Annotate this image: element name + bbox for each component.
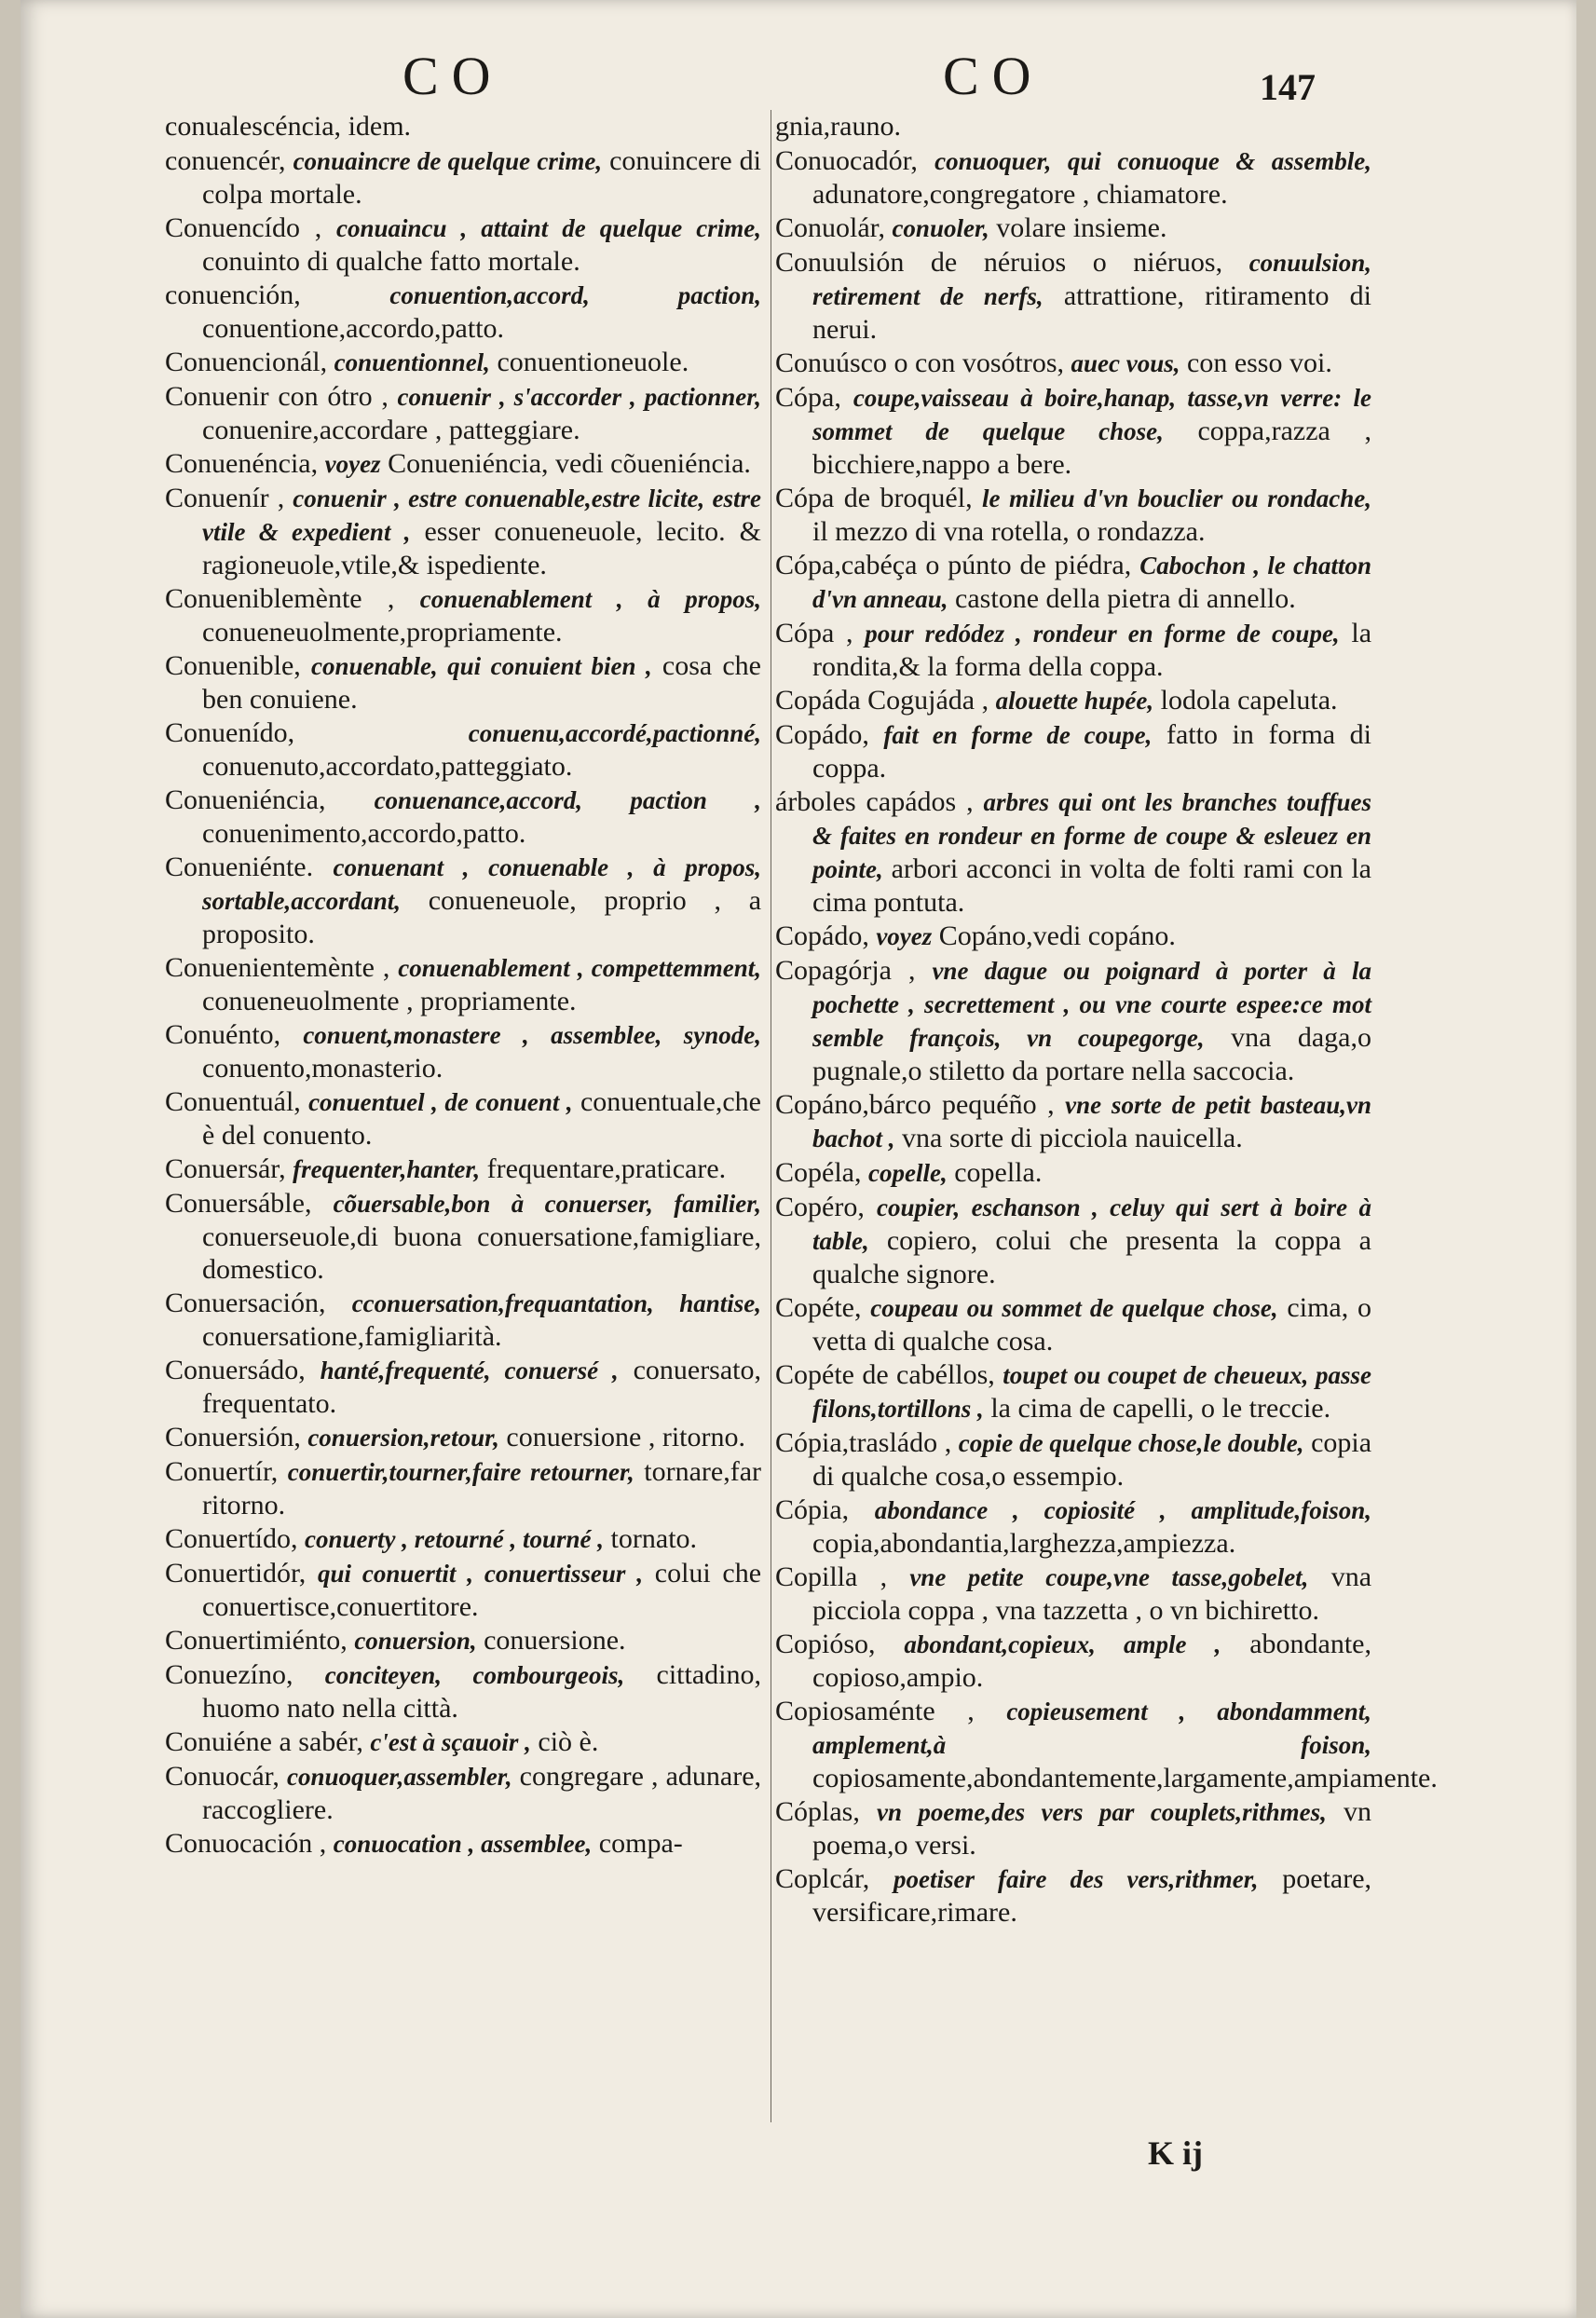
french-gloss: auec vous,: [1071, 349, 1180, 377]
italian-gloss: cosa che ben conuiene.: [202, 650, 761, 715]
dictionary-entry: [165, 1827, 761, 1861]
italian-gloss: copia di qualche cosa,o essempio.: [812, 1427, 1372, 1492]
signature-mark: K ij: [1148, 2134, 1203, 2172]
french-gloss: conuenir , s'accorder , pactionner,: [397, 383, 761, 411]
italian-gloss: cittadino, huomo nato nella città.: [202, 1659, 762, 1724]
headword: Copéro,: [775, 1192, 865, 1222]
dictionary-entry: [165, 1152, 761, 1186]
french-gloss: hanté,frequenté, conuersé ,: [320, 1357, 619, 1384]
french-gloss: conuoler,: [892, 214, 989, 242]
italian-gloss: attrattione, ritiramento di nerui.: [812, 280, 1372, 345]
headword: Conueniblemènte ,: [165, 583, 395, 614]
headword: Conuenir con ótro ,: [165, 381, 389, 412]
french-gloss: conuocation , assemblee,: [333, 1830, 593, 1858]
italian-gloss: il mezzo di vna rotella, o rondazza.: [812, 516, 1206, 547]
italian-gloss: coppa,razza , bicchiere,nappo a bere.: [812, 416, 1371, 480]
dictionary-entry: [775, 1628, 1371, 1694]
italian-gloss: cima, o vetta di qualche cosa.: [812, 1292, 1371, 1357]
dictionary-entry: [775, 144, 1371, 211]
dictionary-entry: [165, 582, 761, 648]
french-gloss: voyez: [324, 450, 381, 478]
headword: Copióso,: [775, 1629, 876, 1659]
headword: conuención,: [165, 280, 301, 310]
italian-gloss: vna picciola coppa , vna tazzetta , o vn bichiretto.: [812, 1561, 1372, 1626]
italian-gloss: conuentuale,che è del conuento.: [202, 1086, 761, 1151]
headword: Copádo,: [775, 719, 869, 750]
headword: Copéte de cabéllos,: [775, 1359, 995, 1390]
french-gloss: le milieu d'vn bouclier ou rondache,: [982, 484, 1372, 512]
dictionary-entry: [165, 1522, 761, 1556]
dictionary-entry: [775, 1358, 1371, 1425]
italian-gloss: Copáno,vedi copáno.: [938, 920, 1176, 951]
headword: Conuentuál,: [165, 1086, 301, 1117]
italian-gloss: conuersione , ritorno.: [506, 1422, 745, 1452]
french-gloss: conuenable, qui conuient bien ,: [310, 652, 652, 680]
french-gloss: cconuersation,frequantation, hantise,: [351, 1289, 761, 1317]
headword: Conuulsión de néruios o niéruos,: [775, 247, 1223, 278]
dictionary-entry: [775, 1291, 1371, 1357]
italian-gloss: vn poema,o versi.: [812, 1796, 1371, 1861]
italian-gloss: conuincere di colpa mortale.: [202, 145, 762, 210]
headword: Copáno,bárco pequéño ,: [775, 1089, 1055, 1120]
italian-gloss: conueneuolmente,propriamente.: [202, 617, 563, 648]
dictionary-entry: [775, 684, 1371, 717]
italian-gloss: adunatore,congregatore , chiamatore.: [812, 179, 1228, 210]
french-gloss: coupeau ou sommet de quelque chose,: [870, 1294, 1278, 1322]
italian-gloss: ciò è.: [538, 1726, 599, 1757]
dictionary-entry: [165, 1018, 761, 1084]
italian-gloss: idem.: [348, 111, 412, 142]
dictionary-entry: [775, 920, 1371, 953]
headword: Conuertimiénto,: [165, 1625, 348, 1656]
dictionary-entry: [165, 1187, 761, 1286]
dictionary-entry: [165, 380, 761, 446]
italian-gloss: con esso voi.: [1187, 348, 1332, 378]
italian-gloss: conuentione,accordo,patto.: [202, 313, 505, 344]
italian-gloss: compa-: [598, 1828, 683, 1859]
french-gloss: conuoquer,assembler,: [287, 1763, 512, 1791]
french-gloss: conuoquer, qui conuoque & assemble,: [934, 147, 1371, 175]
headword: Conuocadór,: [775, 145, 918, 176]
headword: Conuertidór,: [165, 1558, 307, 1589]
headword: Conueniénte.: [165, 852, 314, 882]
italian-gloss: congregare , adunare, raccogliere.: [202, 1761, 762, 1825]
italian-gloss: conueneuolmente , propriamente.: [202, 986, 577, 1016]
french-gloss: conuersion,: [354, 1627, 477, 1655]
french-gloss: conuaincu , attaint de quelque crime,: [335, 214, 761, 242]
headword: Copiosaménte ,: [775, 1696, 975, 1726]
dictionary-entry: [165, 1287, 761, 1353]
dictionary-entry: [165, 1658, 761, 1725]
headword: Conuúsco o con vosótros,: [775, 348, 1064, 378]
italian-gloss: castone della pietra di annello.: [955, 583, 1296, 614]
french-gloss: conuenant , conuenable , à propos, sortable,accordant,: [202, 853, 761, 915]
headword: Conuenéncia,: [165, 448, 319, 479]
italian-gloss: vna daga,o pugnale,o stiletto da portare nella saccocia.: [812, 1022, 1371, 1086]
dictionary-entry: [165, 1624, 761, 1657]
right-column: [775, 110, 1438, 1929]
italian-gloss: lodola capeluta.: [1160, 685, 1338, 716]
headword: Cópa de broquél,: [775, 483, 973, 513]
french-gloss: conuenu,accordé,pactionné,: [468, 719, 761, 747]
italian-gloss: copia,abondantia,larghezza,ampiezza.: [812, 1528, 1236, 1559]
french-gloss: pour redódez , rondeur en forme de coupe,: [865, 620, 1340, 648]
french-gloss: conuenablement , compettemment,: [398, 954, 761, 982]
italian-gloss: abondante, copioso,ampio.: [812, 1629, 1371, 1693]
dictionary-entry: [775, 1426, 1371, 1493]
dictionary-entry: [775, 1493, 1371, 1560]
french-gloss: conuention,accord, paction,: [389, 281, 762, 309]
french-gloss: conuersion,retour,: [307, 1424, 499, 1452]
dictionary-entry: [165, 482, 761, 581]
french-gloss: coupier, eschanson , celuy qui sert à boire à table,: [812, 1193, 1372, 1255]
italian-gloss: poetare, versificare,rimare.: [812, 1863, 1372, 1928]
dictionary-entry: [775, 1156, 1371, 1190]
italian-gloss: copella.: [954, 1157, 1043, 1188]
headword: Conuenído,: [165, 717, 295, 748]
headword: Conuertído,: [165, 1523, 298, 1554]
dictionary-entry: [775, 954, 1371, 1087]
french-gloss: c'est à sçauoir ,: [370, 1728, 531, 1756]
dictionary-entry: [165, 144, 761, 211]
headword: Conuiéne a sabér,: [165, 1726, 363, 1757]
left-column: [165, 110, 761, 1861]
dictionary-entry: [165, 1421, 761, 1454]
french-gloss: fait en forme de coupe,: [883, 721, 1153, 749]
italian-gloss: conuenimento,accordo,patto.: [202, 818, 526, 849]
french-gloss: vn poeme,des vers par couplets,rithmes,: [877, 1798, 1327, 1826]
dictionary-entry: [165, 649, 761, 716]
dictionary-entry: [165, 1455, 761, 1521]
french-gloss: qui conuertit , conuertisseur ,: [317, 1560, 644, 1588]
italian-gloss: copiero, colui che presenta la coppa a qualche signore.: [812, 1225, 1371, 1289]
italian-gloss: arbori acconci in volta de folti rami con la cima pontuta.: [812, 853, 1371, 918]
dictionary-entry: [775, 482, 1371, 548]
french-gloss: Cabochon , le chatton d'vn anneau,: [812, 552, 1372, 613]
italian-gloss: conuento,monasterio.: [202, 1053, 443, 1084]
dictionary-entry: [775, 549, 1371, 616]
french-gloss: conuertir,tourner,faire retourner,: [287, 1458, 634, 1486]
headword: Cópa,cabéça o púnto de piédra,: [775, 550, 1132, 580]
headword: Cóplas,: [775, 1796, 860, 1827]
italian-gloss: la cima de capelli, o le treccie.: [990, 1393, 1331, 1424]
headword: Cópa,: [775, 382, 841, 413]
dictionary-entry: [165, 1354, 761, 1420]
italian-gloss: frequentare,praticare.: [486, 1153, 727, 1184]
french-gloss: vne sorte de petit basteau,vn bachot ,: [812, 1091, 1372, 1152]
french-gloss: voyez: [876, 922, 933, 950]
french-gloss: vne dague ou poignard à porter à la pochette , secrettement , ou vne courte espee:ce mot semble françois, vn coupegorge,: [812, 957, 1372, 1052]
headword: Conuénto,: [165, 1019, 281, 1050]
headword: Conuocación ,: [165, 1828, 327, 1859]
dictionary-entry: [165, 1725, 761, 1759]
dictionary-entry: [775, 1088, 1371, 1155]
french-gloss: conuenir , estre conuenable,estre licite, estre vtile & expedient ,: [202, 484, 762, 546]
french-gloss: conuentionnel,: [334, 348, 490, 376]
french-gloss: copelle,: [867, 1159, 948, 1187]
italian-gloss: conuinto di qualche fatto mortale.: [202, 246, 580, 277]
headword: Conuersación,: [165, 1288, 326, 1318]
italian-gloss: Conueniéncia, vedi cõueniéncia.: [388, 448, 751, 479]
headword: conualescéncia,: [165, 111, 342, 142]
italian-gloss: conuersione.: [484, 1625, 626, 1656]
running-header: [20, 45, 1576, 110]
italian-gloss: conuenuto,accordato,patteggiato.: [202, 751, 573, 782]
dictionary-entry: [165, 951, 761, 1017]
italian-gloss: conuersato, frequentato.: [202, 1355, 762, 1419]
dictionary-entry: [775, 617, 1371, 683]
french-gloss: abondant,copieux, ample ,: [904, 1630, 1221, 1658]
french-gloss: conuentuel , de conuent ,: [308, 1088, 573, 1116]
french-gloss: copieusement , abondamment, amplement,à foison,: [812, 1698, 1372, 1759]
french-gloss: conuaincre de quelque crime,: [293, 147, 603, 175]
headword: Conuersár,: [165, 1153, 286, 1184]
headword: gnia,rauno.: [775, 111, 901, 142]
italian-gloss: tornare,far ritorno.: [202, 1456, 762, 1520]
headword: Cópia,: [775, 1494, 850, 1525]
header-left: CO: [402, 46, 504, 106]
headword: Copádo,: [775, 920, 869, 951]
dictionary-entry: [165, 110, 761, 143]
french-gloss: conuenablement , à propos,: [419, 585, 761, 613]
french-gloss: abondance , copiosité , amplitude,foison,: [874, 1496, 1371, 1524]
headword: Conuolár,: [775, 212, 885, 243]
italian-gloss: colui che conuertisce,conuertitore.: [202, 1558, 762, 1622]
french-gloss: conuulsion, retirement de nerfs,: [812, 249, 1371, 310]
headword: Conuersádo,: [165, 1355, 306, 1385]
headword: Copéla,: [775, 1157, 862, 1188]
french-gloss: alouette hupée,: [995, 687, 1154, 715]
italian-gloss: esser conueneuole, lecito. & ragioneuole,vtile,& ispediente.: [202, 516, 761, 580]
french-gloss: copie de quelque chose,le double,: [958, 1429, 1304, 1457]
dictionary-entry: [165, 447, 761, 481]
headword: árboles capádos ,: [775, 786, 974, 817]
headword: Conuersáble,: [165, 1188, 312, 1219]
italian-gloss: conuenire,accordare , patteggiare.: [202, 415, 580, 445]
headword: Conueniéncia,: [165, 784, 326, 815]
dictionary-entry: [775, 347, 1371, 380]
page-number: 147: [1260, 66, 1316, 108]
italian-gloss: vna sorte di picciola nauicella.: [902, 1123, 1243, 1153]
dictionary-entry: [775, 381, 1371, 481]
dictionary-entry: [165, 279, 761, 345]
dictionary-entry: [775, 718, 1371, 784]
italian-gloss: conuersatione,famigliarità.: [202, 1321, 502, 1352]
headword: Copagórja ,: [775, 955, 916, 986]
headword: Conuersión,: [165, 1422, 301, 1452]
headword: Conuencionál,: [165, 347, 328, 377]
dictionary-entry: [165, 1085, 761, 1152]
italian-gloss: volare insieme.: [996, 212, 1167, 243]
headword: Conuenible,: [165, 650, 301, 681]
dictionary-entry: [775, 110, 1371, 143]
french-gloss: frequenter,hanter,: [293, 1155, 481, 1183]
italian-gloss: copiosamente,abondantemente,largamente,ampiamente.: [812, 1763, 1438, 1793]
french-gloss: coupe,vaisseau à boire,hanap, tasse,vn verre: le sommet de quelque chose,: [812, 384, 1372, 445]
dictionary-entry: [165, 211, 761, 278]
dictionary-entry: [165, 1760, 761, 1826]
headword: Conuenír ,: [165, 483, 285, 513]
headword: Conuezíno,: [165, 1659, 293, 1690]
headword: Conuencído ,: [165, 212, 322, 243]
headword: Copéte,: [775, 1292, 862, 1323]
french-gloss: conciteyen, combourgeois,: [324, 1661, 625, 1689]
french-gloss: arbres qui ont les branches touffues & faites en rondeur en forme de coupe & esleuez en pointe,: [812, 788, 1371, 883]
french-gloss: toupet ou coupet de cheueux, passe filons,tortillons ,: [812, 1361, 1371, 1423]
headword: Cópia,trasládo ,: [775, 1427, 952, 1458]
dictionary-entry: [775, 785, 1371, 919]
headword: Copáda Cogujáda ,: [775, 685, 989, 716]
french-gloss: vne petite coupe,vne tasse,gobelet,: [909, 1563, 1309, 1591]
dictionary-entry: [775, 211, 1371, 245]
italian-gloss: conuerseuole,di buona conuersatione,famigliare, domestico.: [202, 1221, 761, 1285]
dictionary-entry: [775, 1695, 1438, 1794]
french-gloss: cõuersable,bon à conuerser, familier,: [333, 1190, 762, 1218]
headword: Cópa ,: [775, 618, 853, 648]
dictionary-entry: [165, 346, 761, 379]
italian-gloss: la rondita,& la forma della coppa.: [812, 618, 1372, 682]
dictionary-entry: [165, 716, 761, 783]
dictionary-entry: [775, 1862, 1371, 1929]
headword: Conuocár,: [165, 1761, 280, 1792]
headword: Copilla ,: [775, 1561, 888, 1592]
french-gloss: poetiser faire des vers,rithmer,: [893, 1865, 1259, 1893]
french-gloss: conuent,monastere , assemblee, synode,: [303, 1021, 762, 1049]
french-gloss: conuerty , retourné , tourné ,: [305, 1525, 605, 1553]
dictionary-entry: [775, 1191, 1371, 1290]
french-gloss: conuenance,accord, paction ,: [374, 786, 761, 814]
italian-gloss: conueneuole, proprio , a proposito.: [202, 885, 762, 949]
headword: Conuenientemènte ,: [165, 952, 390, 983]
dictionary-entry: [775, 246, 1371, 346]
headword: conuencér,: [165, 145, 286, 176]
italian-gloss: tornato.: [610, 1523, 698, 1554]
header-right: CO: [943, 46, 1044, 106]
dictionary-entry: [165, 784, 761, 850]
book-page: [20, 0, 1576, 2318]
headword: Coplcár,: [775, 1863, 870, 1894]
italian-gloss: conuentioneuole.: [497, 347, 689, 377]
italian-gloss: fatto in forma di coppa.: [812, 719, 1372, 784]
dictionary-entry: [775, 1561, 1371, 1627]
dictionary-entry: [165, 1557, 761, 1623]
dictionary-entry: [165, 851, 761, 950]
dictionary-entry: [775, 1795, 1371, 1861]
headword: Conuertír,: [165, 1456, 279, 1487]
